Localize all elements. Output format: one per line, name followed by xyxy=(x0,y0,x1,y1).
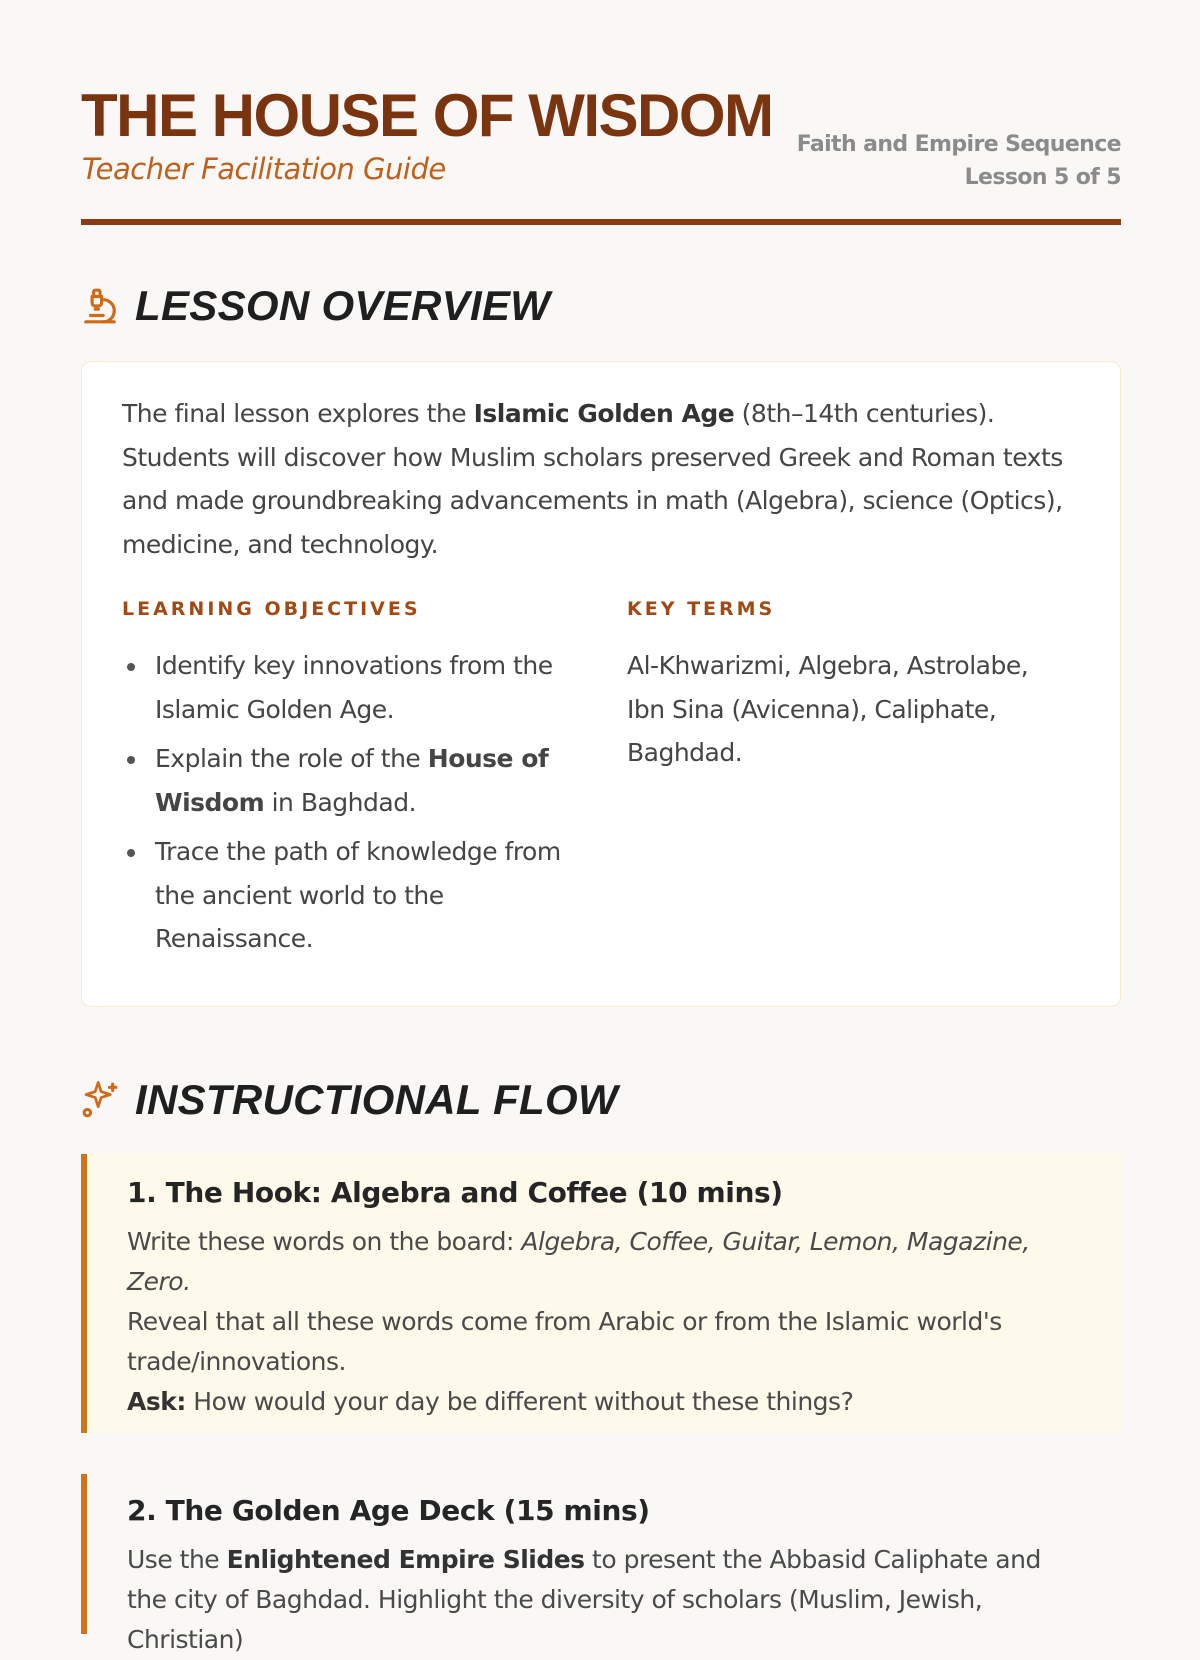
step-line: Reveal that all these words come from Arabic or from the Islamic world's trade/innovations. xyxy=(127,1307,1002,1376)
step-text-rest: to present the Abbasid Caliphate and the city of Baghdad. Highlight the diversity of scholars (Muslim, Jewish, Christian) xyxy=(127,1545,1041,1654)
step-text: Write these words on the board: xyxy=(127,1227,522,1256)
list-item: Trace the path of knowledge from the ancient world to the Renaissance. xyxy=(122,830,562,961)
lesson-number: Lesson 5 of 5 xyxy=(964,165,1121,190)
microscope-icon xyxy=(81,287,119,325)
step-line xyxy=(127,1222,1087,1302)
step-title: 1. The Hook: Algebra and Coffee (10 mins) xyxy=(127,1176,783,1209)
page-subtitle: Teacher Facilitation Guide xyxy=(82,152,446,186)
list-item: Identify key innovations from the Islamic Golden Age. xyxy=(122,644,562,731)
learning-objectives-heading: LEARNING OBJECTIVES xyxy=(122,598,421,620)
ask-label: Ask: xyxy=(127,1387,186,1416)
document-header xyxy=(81,78,1121,228)
instructional-flow-title: INSTRUCTIONAL FLOW xyxy=(135,1076,618,1123)
key-terms-text: Al-Khwarizmi, Algebra, Astrolabe, Ibn Sina (Avicenna), Caliphate, Baghdad. xyxy=(627,651,1029,767)
page-title: THE HOUSE OF WISDOM xyxy=(81,82,773,149)
board-words: Algebra, Coffee, Guitar, Lemon, Magazine, Zero. xyxy=(127,1227,1030,1296)
sequence-name: Faith and Empire Sequence xyxy=(796,132,1121,157)
overview-intro xyxy=(122,392,1082,566)
step-body xyxy=(127,1540,1087,1660)
step-text: Use the xyxy=(127,1545,227,1574)
objective-text-rest: in Baghdad. xyxy=(264,787,417,817)
lesson-overview-card xyxy=(81,361,1121,1007)
objective-highlight: House of Wisdom xyxy=(155,744,549,817)
ask-question: How would your day be different without these things? xyxy=(185,1387,854,1416)
header-divider xyxy=(81,219,1121,225)
step-hook xyxy=(81,1154,1121,1433)
lesson-overview-title: LESSON OVERVIEW xyxy=(135,282,551,329)
list-item xyxy=(122,737,562,824)
lesson-overview-heading xyxy=(81,281,550,331)
key-terms-heading: KEY TERMS xyxy=(627,598,776,620)
sparkles-icon xyxy=(81,1081,119,1119)
slides-name: Enlightened Empire Slides xyxy=(226,1545,585,1574)
intro-text-rest: (8th–14th centuries). Students will discover how Muslim scholars preserved Greek and Roman texts and made groundbreaking advancements in math (Algebra), science (Optics), medicine, and technology. xyxy=(122,399,1063,559)
step-body xyxy=(127,1222,1087,1422)
step-line xyxy=(127,1382,1087,1422)
intro-highlight: Islamic Golden Age xyxy=(473,399,735,428)
intro-text: The final lesson explores the xyxy=(122,399,474,428)
step-title: 2. The Golden Age Deck (15 mins) xyxy=(127,1494,650,1527)
objective-text: Explain the role of the xyxy=(155,744,428,773)
instructional-flow-heading xyxy=(81,1075,618,1125)
lesson-meta xyxy=(797,128,1121,194)
step-golden-age-deck xyxy=(81,1474,1121,1654)
learning-objectives-list xyxy=(122,644,562,967)
